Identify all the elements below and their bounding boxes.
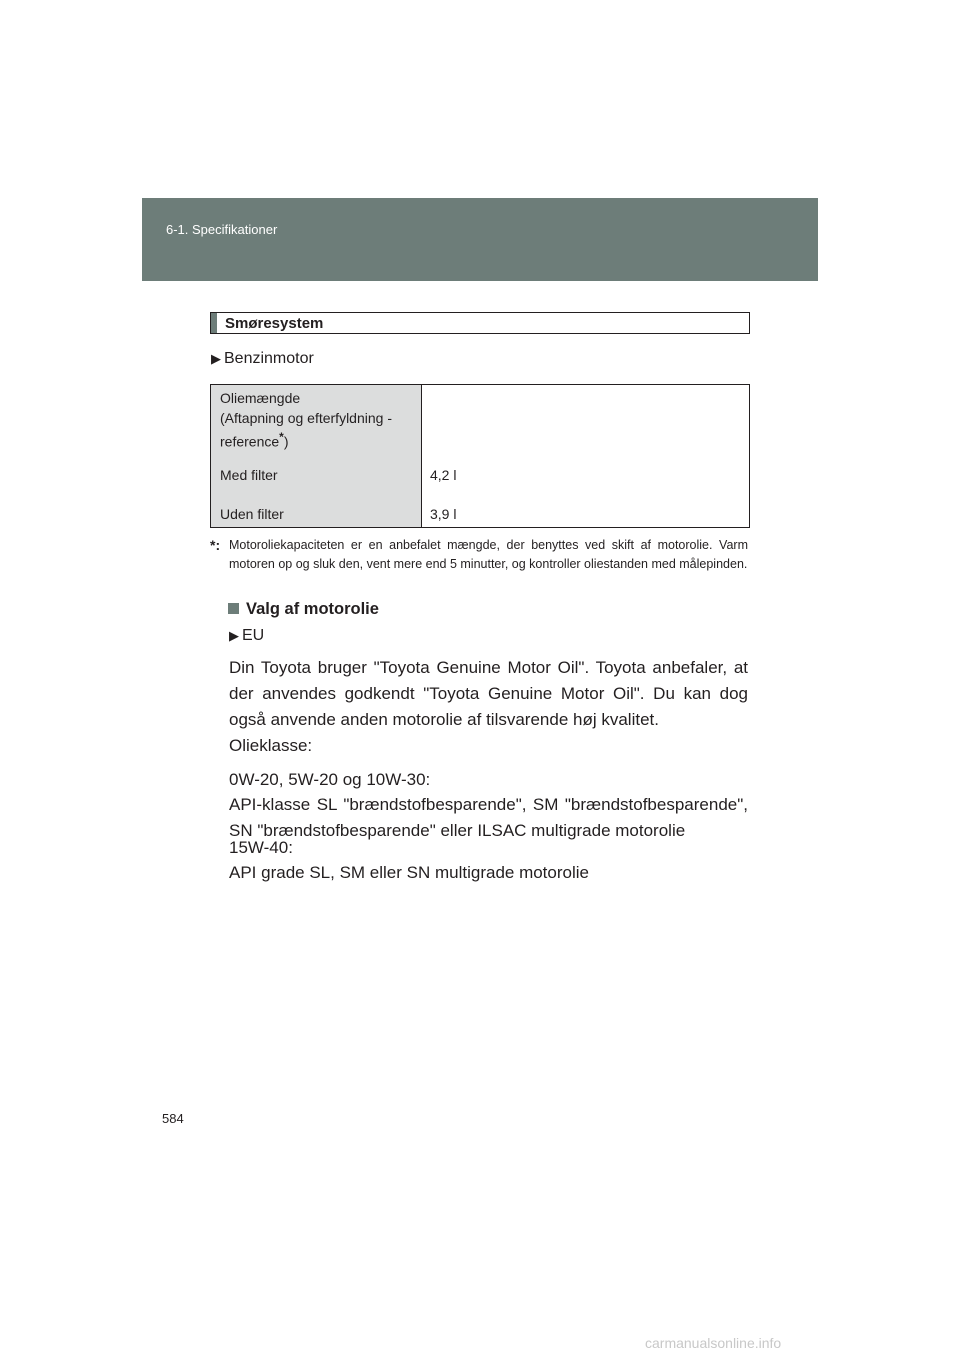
grade2-title: 15W-40: [229,838,293,857]
table-label-column [211,385,422,527]
grade2-text: API grade SL, SM eller SN multigrade motorolie [229,863,589,882]
subheading-text: Valg af motorolie [246,600,379,618]
footnote [210,536,748,574]
oil-class-label: Olieklasse: [229,736,313,755]
region-bullet [229,627,264,645]
table-row-value: 3,9 l [430,506,457,522]
table-row-label: Med filter [220,467,278,483]
section-label: 6-1. Specifikationer [166,222,278,237]
region-label: EU [242,627,265,644]
table-heading-line2: (Aftapning og efterfyldning - [220,410,392,426]
section-title-accent [211,313,217,333]
asterisk-mark: * [279,430,284,444]
table-heading-line1: Oliemængde [220,390,301,406]
section-title-bar [210,312,750,334]
square-bullet-icon [228,603,239,614]
triangle-bullet-icon: ▶ [229,628,239,643]
table-row-value: 4,2 l [430,467,457,483]
section-title: Smøresystem [225,315,324,332]
oil-capacity-table [210,384,750,528]
footnote-text: Motoroliekapaciteten er en anbefalet mængde, der benyttes ved skift af motorolie. Varm motoren op og sluk den, vent mere end 5 minutter, og kontroller oliestanden med målepinden. [229,538,748,571]
page-number: 584 [162,1111,184,1126]
triangle-bullet-icon: ▶ [211,351,221,366]
watermark: carmanualsonline.info [645,1335,782,1351]
table-value-column [422,385,749,527]
table-heading-line3: reference*) [220,430,289,450]
grade1-title: 0W-20, 5W-20 og 10W-30: [229,770,431,789]
page-header [142,198,818,281]
subheading [228,600,379,619]
footnote-mark: *: [210,537,221,553]
table-row-label: Uden filter [220,506,284,522]
grade1-text: API-klasse SL "brændstofbesparende", SM "brændstofbesparende", SN "brændstofbesparende" eller ILSAC multigrade motorolie [229,795,748,840]
intro-paragraph: Din Toyota bruger "Toyota Genuine Motor Oil". Toyota anbefaler, at der anvendes godkendt "Toyota Genuine Motor Oil". Du kan dog også anvende anden motorolie af tilsvarende høj kvalitet. [229,658,748,729]
engine-type-bullet [211,350,314,368]
engine-type-label: Benzinmotor [224,350,314,367]
